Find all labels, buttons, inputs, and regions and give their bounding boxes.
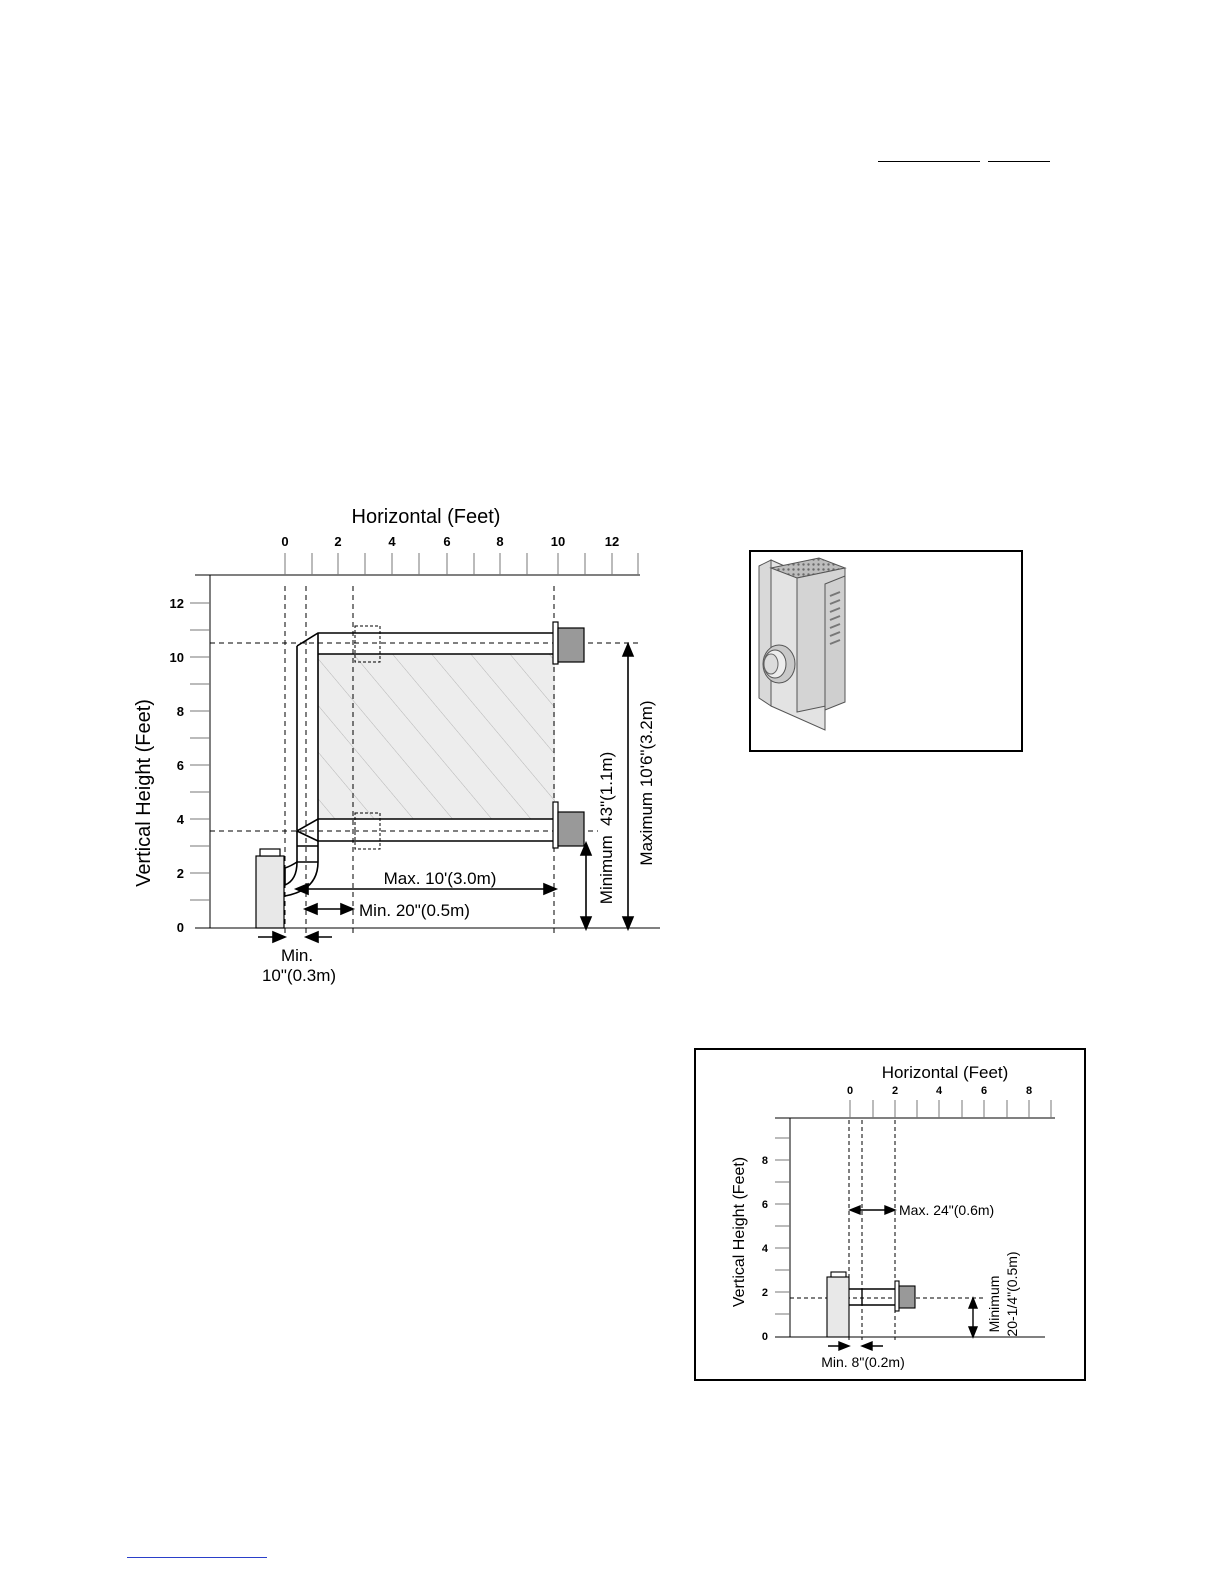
main-y-tick-6: 6 xyxy=(176,758,184,773)
inset-dashed-guides xyxy=(790,1120,985,1340)
header-rule-right xyxy=(988,161,1050,162)
main-vent-diagram xyxy=(120,495,680,1005)
inset-x-tick-6: 6 xyxy=(980,1085,988,1097)
inset-min-clearance-label: Min. 8"(0.2m) xyxy=(821,1354,905,1370)
main-x-tick-6: 6 xyxy=(443,534,451,549)
inset-x-ticks xyxy=(850,1100,1051,1118)
main-y-tick-8: 8 xyxy=(176,704,184,719)
inset-diagram-box xyxy=(694,1048,1086,1381)
vent-terminal-illustration xyxy=(751,552,1021,750)
inset-x-tick-2: 2 xyxy=(891,1085,899,1097)
inset-x-tick-labels xyxy=(847,1085,1032,1097)
inset-y-axis-title: Vertical Height (Feet) xyxy=(731,1156,748,1308)
main-min-vertical-label: Minimum 43"(1.1m) xyxy=(597,751,616,905)
inset-dimension-arrows xyxy=(828,1206,977,1350)
main-x-tick-10: 10 xyxy=(550,534,566,549)
inset-min-vertical-label-2: 20-1/4"(0.5m) xyxy=(1004,1251,1020,1337)
main-y-axis-title: Vertical Height (Feet) xyxy=(133,699,155,887)
vent-terminal-image-box xyxy=(749,550,1023,752)
main-appliance-unit xyxy=(256,849,284,928)
inset-y-tick-0: 0 xyxy=(761,1331,768,1343)
main-x-ticks xyxy=(285,553,638,575)
inset-vent-diagram xyxy=(696,1050,1084,1379)
inset-vent-pipe xyxy=(849,1289,895,1305)
main-y-tick-4: 4 xyxy=(176,812,184,827)
inset-appliance-unit xyxy=(827,1272,849,1337)
main-y-tick-10: 10 xyxy=(169,650,184,665)
inset-termination-cap xyxy=(895,1281,915,1311)
inset-y-tick-2: 2 xyxy=(761,1287,768,1299)
main-termination-caps xyxy=(553,622,584,848)
inset-y-ticks xyxy=(775,1138,790,1314)
inset-max-horizontal-label: Max. 24"(0.6m) xyxy=(899,1202,995,1218)
main-min-clearance-label-1: Min. xyxy=(280,946,314,965)
main-x-tick-2: 2 xyxy=(334,534,342,549)
inset-y-tick-6: 6 xyxy=(761,1199,768,1211)
main-x-tick-12: 12 xyxy=(604,534,620,549)
main-min-clearance-label-2: 10"(0.3m) xyxy=(261,966,337,985)
main-y-tick-0: 0 xyxy=(176,920,184,935)
inset-x-tick-4: 4 xyxy=(935,1085,943,1097)
inset-y-tick-8: 8 xyxy=(761,1155,768,1167)
main-max-horizontal-label: Max. 10'(3.0m) xyxy=(383,869,497,888)
footer-link-rule xyxy=(127,1557,267,1558)
main-y-ticks xyxy=(190,603,210,900)
header-rule-left xyxy=(878,161,980,162)
main-x-axis-title: Horizontal (Feet) xyxy=(351,506,501,528)
main-x-tick-4: 4 xyxy=(388,534,396,549)
inset-y-tick-4: 4 xyxy=(761,1243,768,1255)
main-x-tick-labels xyxy=(281,534,619,549)
inset-y-tick-labels xyxy=(762,1155,769,1343)
main-y-tick-12: 12 xyxy=(169,596,184,611)
inset-x-tick-8: 8 xyxy=(1025,1085,1033,1097)
main-x-tick-8: 8 xyxy=(496,534,504,549)
main-y-tick-2: 2 xyxy=(176,866,184,881)
main-y-tick-labels xyxy=(170,596,185,935)
inset-min-vertical-label-1: Minimum xyxy=(986,1275,1002,1333)
inset-x-axis-title: Horizontal (Feet) xyxy=(881,1063,1009,1082)
main-min-horizontal-label: Min. 20"(0.5m) xyxy=(359,901,470,920)
main-x-tick-0: 0 xyxy=(281,534,289,549)
main-max-vertical-label: Maximum 10'6"(3.2m) xyxy=(637,700,656,866)
inset-x-tick-0: 0 xyxy=(846,1085,854,1097)
